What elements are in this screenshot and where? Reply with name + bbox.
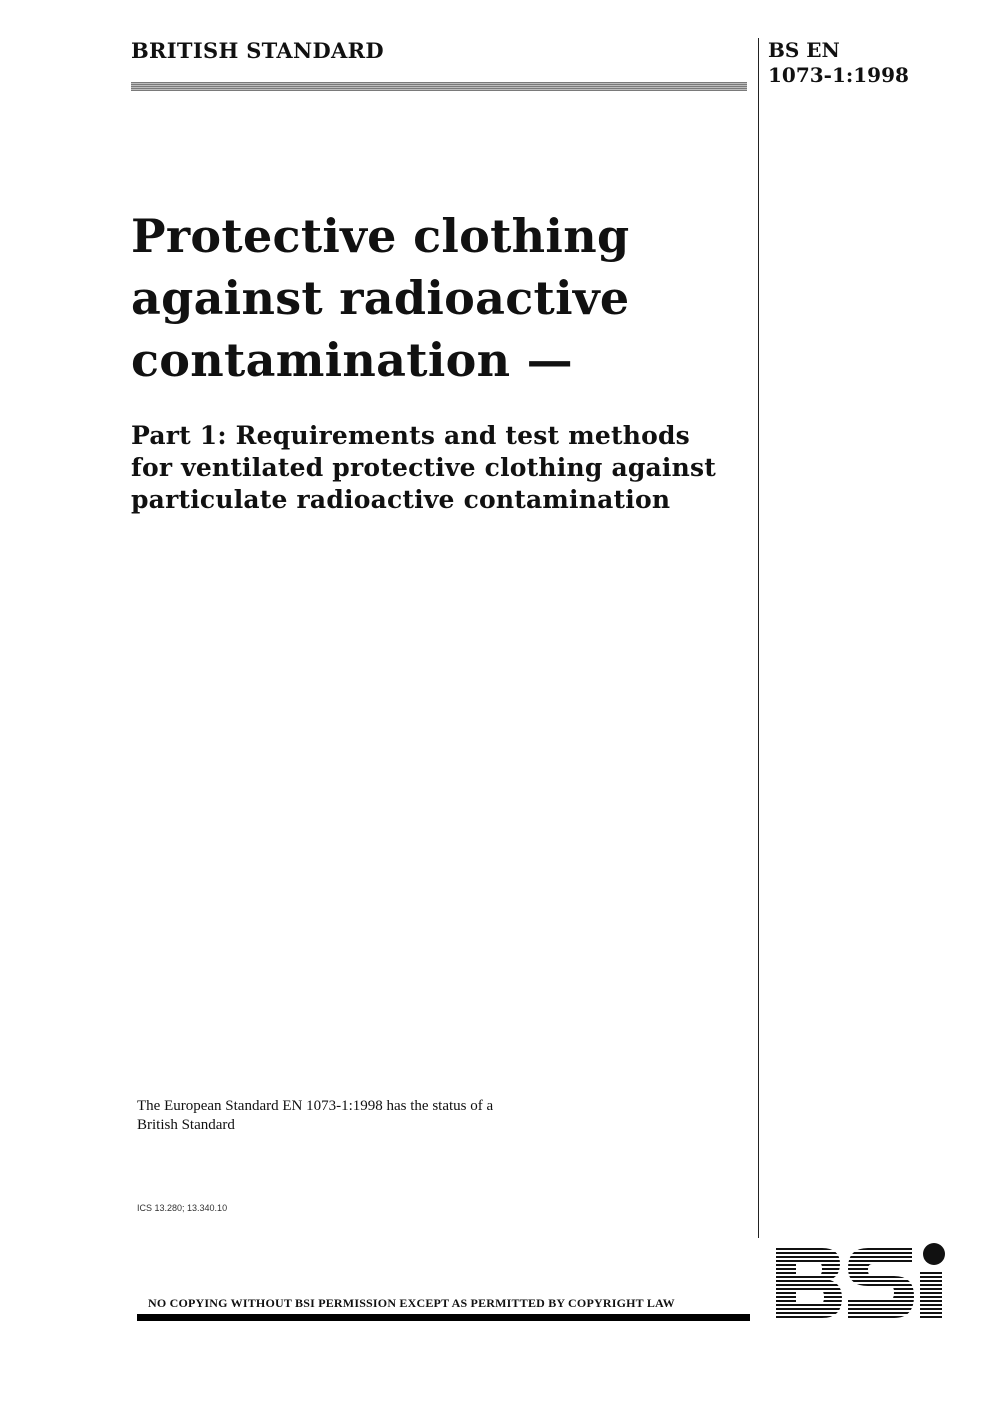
title-line1: Protective clothing [131, 209, 630, 263]
bsi-logo-icon [772, 1240, 950, 1324]
header-rule [131, 82, 747, 91]
document-subtitle [131, 420, 751, 516]
subtitle-line2: for ventilated protective clothing against [131, 453, 717, 482]
standard-number-line1: BS EN [768, 38, 840, 62]
bsi-logo-text: BSI [772, 1240, 774, 1241]
standard-number [768, 38, 909, 88]
status-note-line1: The European Standard EN 1073-1:1998 has the status of a [137, 1098, 494, 1114]
status-note [137, 1097, 567, 1135]
standard-number-line2: 1073-1:1998 [768, 63, 909, 87]
subtitle-line1: Part 1: Requirements and test methods [131, 421, 690, 450]
copyright-notice: NO COPYING WITHOUT BSI PERMISSION EXCEPT AS PERMITTED BY COPYRIGHT LAW [148, 1296, 675, 1310]
vertical-divider [758, 38, 759, 1238]
standard-type-label: BRITISH STANDARD [131, 38, 384, 63]
title-line2: against radioactive [131, 271, 630, 325]
title-line3: contamination — [131, 333, 573, 387]
subtitle-line3: particulate radioactive contamination [131, 485, 671, 514]
bsi-logo-graphic [772, 1240, 950, 1324]
ics-code: ICS 13.280; 13.340.10 [137, 1203, 228, 1213]
footer-rule [137, 1314, 750, 1321]
status-note-line2: British Standard [137, 1117, 235, 1133]
document-title [131, 205, 731, 391]
